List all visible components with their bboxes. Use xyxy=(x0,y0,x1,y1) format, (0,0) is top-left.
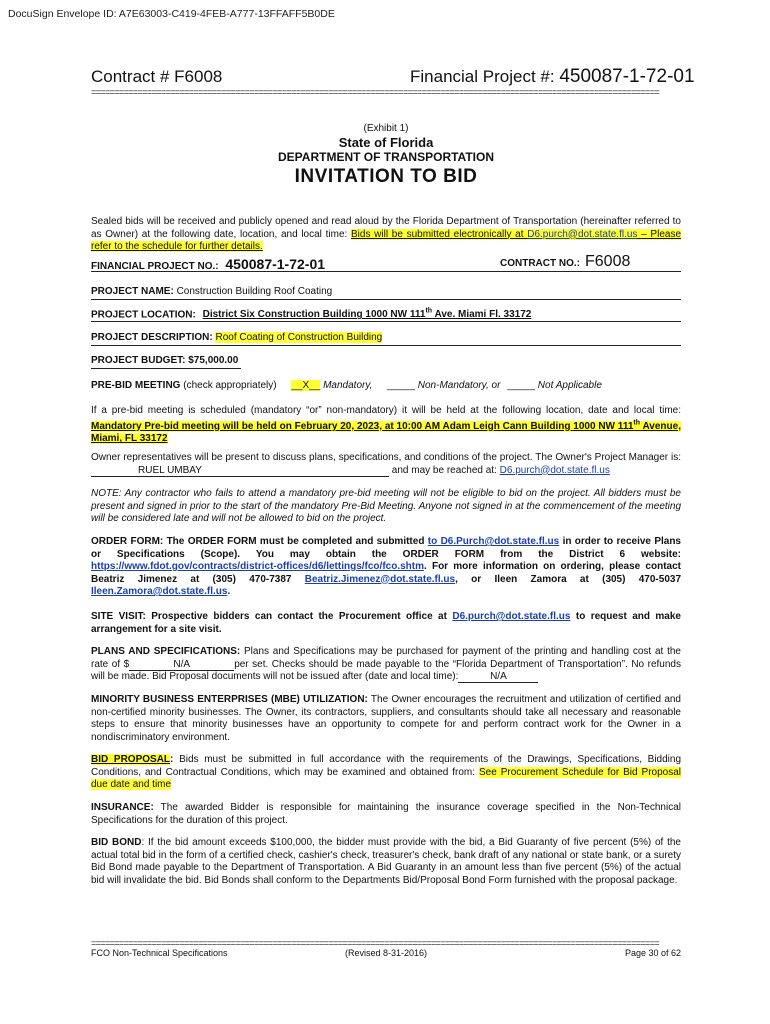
project-budget-value: : $75,000.00 xyxy=(182,355,239,366)
location-value-text: District Six Construction Building 1000 NW 111 xyxy=(202,309,426,321)
prebid-row xyxy=(91,380,681,391)
fp-field-label: FINANCIAL PROJECT NO.: xyxy=(91,261,219,272)
contract-number: F6008 xyxy=(174,67,223,86)
owner-contact-text: and may be reached at: xyxy=(391,464,497,476)
exhibit-label: (Exhibit 1) xyxy=(363,123,409,134)
location-sup: th xyxy=(425,308,433,315)
bid-bond-text: : If the bid amount exceeds $100,000, the bidder must provide with the bid, a Bid Guaranty of five percent (5%) of the actual total bid in the form of a certified check, cashier's check, treasurer's check, bank draft of any national or state bank, or a surety Bid Bond made payable to the Department of Transportation. A Bid Guaranty in an amount less than five percent (5%) of the actual bid will invalidate the bid. Bid Bonds shall conform to the Departments Bid/Proposal Bond Form furnished with the proposal package. xyxy=(91,837,681,886)
project-description-row xyxy=(91,332,681,346)
financial-project-header xyxy=(410,66,695,88)
project-description-label: PROJECT DESCRIPTION: xyxy=(91,332,213,343)
project-name-label: PROJECT NAME: xyxy=(91,286,174,297)
project-budget-row xyxy=(91,355,241,369)
bid-proposal-colon: : xyxy=(170,754,174,765)
mbe-text: The Owner encourages the recruitment and utilization of certified and non-certified minority businesses. The Owner, its contractors, suppliers, and consultants should take all necessary and reasonable steps to ensure that minority businesses have an opportunity to compete for and perform contract work for the Owner in a nondiscriminatory environment. xyxy=(91,694,681,743)
financial-project-number: 450087-1-72-01 xyxy=(559,66,695,87)
header-separator: ========================================================================================================================== xyxy=(91,87,660,97)
owner-text: Owner representatives will be present to discuss plans, specifications, and conditions of the project. The Owner's Project Manager is: xyxy=(91,452,681,463)
project-description-value: Roof Coating of Construction Building xyxy=(215,332,383,343)
prebid-mandatory-mark: __X__ xyxy=(291,380,321,391)
order-form-text-5: . xyxy=(227,586,231,597)
plans-text-2: per set. Checks should be made payable to the “Florida Department of Transportation”. No refunds will be made. Bid Proposal documents will not be issued after (date and local time): xyxy=(91,658,681,682)
insurance-text: The awarded Bidder is responsible for maintaining the insurance coverage specified in the Non-Technical Specifications for the duration of this project. xyxy=(91,802,681,826)
plans-rate: N/A xyxy=(129,659,234,671)
project-manager-field xyxy=(91,465,389,477)
state-title: State of Florida xyxy=(338,135,434,150)
intro-highlight-rest: – Please refer to the schedule for further details. xyxy=(91,228,682,252)
bid-proposal-label: BID PROPOSAL xyxy=(91,754,171,765)
order-form-website-link[interactable]: https://www.fdot.gov/contracts/district-offices/d6/lettings/fco/fco.shtm xyxy=(91,561,424,572)
note-paragraph: NOTE: Any contractor who fails to attend a mandatory pre-bid meeting will not be eligible to bid on the project. All bidders must be present and signed in prior to the start of the mandatory Pre-Bid Meeting. Anyone not signed in at the commencement of the meeting will be considered late and will not be allowed to bid on the project. xyxy=(91,488,681,524)
prebid-info-paragraph xyxy=(91,405,681,446)
bid-bond-paragraph xyxy=(91,837,681,887)
plans-label: PLANS AND SPECIFICATIONS: xyxy=(91,646,241,657)
bid-bond-label: BID BOND xyxy=(91,837,142,848)
bid-proposal-text: Bids must be submitted in full accordance with the requirements of the Drawings, Specifications, Bidding Conditions, and Contractual Conditions, which may be examined and obtained from: xyxy=(91,754,682,778)
project-budget-label: PROJECT BUDGET xyxy=(91,355,183,366)
insurance-paragraph xyxy=(91,802,681,827)
prebid-meeting-rest: Avenue, Miami, FL 33172 xyxy=(91,420,681,445)
footer-left: FCO Non-Technical Specifications xyxy=(91,948,228,958)
order-form-text-2: in order to receive Plans or Specifications (Scope). You may obtain the ORDER FORM from the District 6 website: xyxy=(91,536,681,560)
document-title: INVITATION TO BID xyxy=(294,166,478,187)
contract-field-value: F6008 xyxy=(585,253,631,270)
prebid-meeting-details xyxy=(91,421,681,445)
fp-field-value: 450087-1-72-01 xyxy=(225,256,326,272)
insurance-label: INSURANCE: xyxy=(91,802,154,813)
prebid-info-text: If a pre-bid meeting is scheduled (mandatory “or” non-mandatory) it will be held at the following location, date and local time: xyxy=(91,405,681,416)
financial-project-row xyxy=(91,253,681,272)
mbe-label: MINORITY BUSINESS ENTERPRISES (MBE) UTILIZATION: xyxy=(91,694,368,705)
department-title: DEPARTMENT OF TRANSPORTATION xyxy=(278,150,494,164)
order-form-paragraph xyxy=(91,536,681,599)
contract-header xyxy=(91,67,222,87)
envelope-id: DocuSign Envelope ID: A7E63003-C419-4FEB-A777-13FFAFF5B0DE xyxy=(8,8,335,20)
project-manager-name: RUEL UMBAY xyxy=(138,464,202,476)
order-form-email-link[interactable]: to D6.Purch@dot.state.fl.us xyxy=(427,536,560,547)
site-visit-text-2: to request and make arrangement for a site visit. xyxy=(91,611,681,635)
prebid-meeting-sup: th xyxy=(633,419,640,427)
prebid-hint: (check appropriately) xyxy=(183,380,277,391)
order-form-text-3: . For more information on ordering, please contact Beatriz Jimenez at (305) 470-7387 xyxy=(91,561,681,585)
prebid-na-option: Not Applicable xyxy=(537,380,602,391)
plans-text: Plans and Specifications may be purchased for payment of the printing and handling cost at the rate of $ xyxy=(91,646,681,670)
plans-paragraph xyxy=(91,646,681,684)
prebid-meeting-text: Mandatory Pre-bid meeting will be held on February 20, 2023, at 10:00 AM Adam Leigh Cann Building 1000 NW 111 xyxy=(91,420,634,432)
intro-email-link[interactable]: D6.purch@dot.state.fl.us xyxy=(527,228,638,240)
site-visit-text: SITE VISIT: Prospective bidders can contact the Procurement office at xyxy=(91,611,447,622)
prebid-label: PRE-BID MEETING xyxy=(91,380,181,391)
project-location-label: PROJECT LOCATION: xyxy=(91,309,196,321)
project-name-value: Construction Building Roof Coating xyxy=(176,286,333,297)
financial-project-label: Financial Project #: xyxy=(410,67,555,86)
prebid-nonmandatory-blank: _____ xyxy=(387,380,415,391)
order-form-text: ORDER FORM: The ORDER FORM must be completed and submitted xyxy=(91,536,425,547)
footer-center: (Revised 8-31-2016) xyxy=(344,948,428,958)
ileen-email-link[interactable]: Ileen.Zamora@dot.state.fl.us xyxy=(91,586,228,597)
contract-label: Contract # xyxy=(91,67,170,86)
site-visit-email-link[interactable]: D6.purch@dot.state.fl.us xyxy=(452,611,571,622)
intro-highlight-text: Bids will be submitted electronically at xyxy=(351,228,524,240)
contract-field-label: CONTRACT NO.: xyxy=(500,258,580,269)
mbe-paragraph xyxy=(91,694,681,744)
location-value-rest: Ave. Miami Fl. 33172 xyxy=(434,309,532,321)
prebid-na-blank: _____ xyxy=(507,380,535,391)
order-form-text-4: , or Ileen Zamora at (305) 470-5037 xyxy=(455,573,682,585)
bid-proposal-highlight: See Procurement Schedule for Bid Proposal due date and time xyxy=(91,766,681,790)
prebid-nonmandatory-option: Non-Mandatory, or xyxy=(417,380,501,391)
plans-issue-date: N/A xyxy=(458,671,538,683)
footer-separator: ========================================================================================================================== xyxy=(91,938,660,948)
project-location-row xyxy=(91,308,681,322)
owner-paragraph xyxy=(91,452,681,477)
prebid-mandatory-option: Mandatory, xyxy=(323,380,373,391)
project-location-value xyxy=(203,309,532,320)
intro-text: Sealed bids will be received and publicly opened and read aloud by the Florida Department of Transportation (hereinafter referred to as Owner) at the following date, location, and local time: xyxy=(91,216,681,240)
owner-email-link[interactable]: D6.purch@dot.state.fl.us xyxy=(499,464,610,476)
beatriz-email-link[interactable]: Beatriz.Jimenez@dot.state.fl.us xyxy=(304,573,456,585)
bid-proposal-paragraph xyxy=(91,754,681,792)
project-name-row xyxy=(91,286,681,300)
footer-page-number: Page 30 of 62 xyxy=(624,948,681,958)
intro-paragraph xyxy=(91,216,681,254)
site-visit-paragraph xyxy=(91,611,681,636)
